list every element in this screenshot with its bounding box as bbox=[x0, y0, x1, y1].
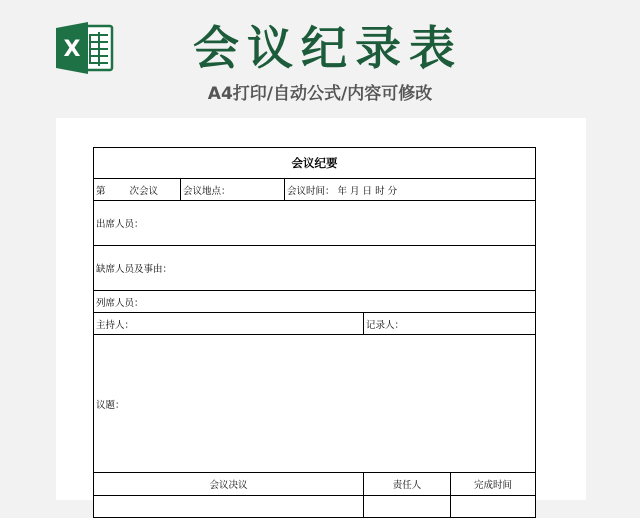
session-prefix: 第 bbox=[96, 185, 106, 197]
session-number-cell[interactable] bbox=[94, 179, 181, 201]
owner-header: 责任人 bbox=[364, 473, 451, 496]
absentees-cell[interactable]: 缺席人员及事由： bbox=[94, 246, 536, 291]
host-cell[interactable]: 主持人： bbox=[94, 313, 364, 335]
form-title: 会议纪要 bbox=[94, 148, 536, 179]
page-title: 会议纪录表 bbox=[193, 21, 463, 75]
resolution-header: 会议决议 bbox=[94, 473, 364, 496]
topics-cell[interactable]: 议题： bbox=[94, 335, 536, 473]
session-suffix: 次会议 bbox=[129, 185, 159, 197]
meeting-minutes-form bbox=[93, 147, 536, 518]
meeting-time-cell[interactable]: 会议时间： 年 月 日 时 分 bbox=[285, 179, 536, 201]
page-subtitle: A4打印/自动公式/内容可修改 bbox=[207, 84, 433, 104]
attendees-cell[interactable]: 出席人员： bbox=[94, 201, 536, 246]
recorder-cell[interactable]: 记录人： bbox=[364, 313, 536, 335]
resolution-cell[interactable] bbox=[94, 496, 364, 518]
excel-icon bbox=[54, 20, 114, 76]
logo-letter: X bbox=[63, 37, 81, 62]
owner-cell[interactable] bbox=[364, 496, 451, 518]
meeting-location-cell[interactable]: 会议地点： bbox=[181, 179, 285, 201]
deadline-cell[interactable] bbox=[451, 496, 536, 518]
deadline-header: 完成时间 bbox=[451, 473, 536, 496]
observers-cell[interactable]: 列席人员： bbox=[94, 291, 536, 313]
